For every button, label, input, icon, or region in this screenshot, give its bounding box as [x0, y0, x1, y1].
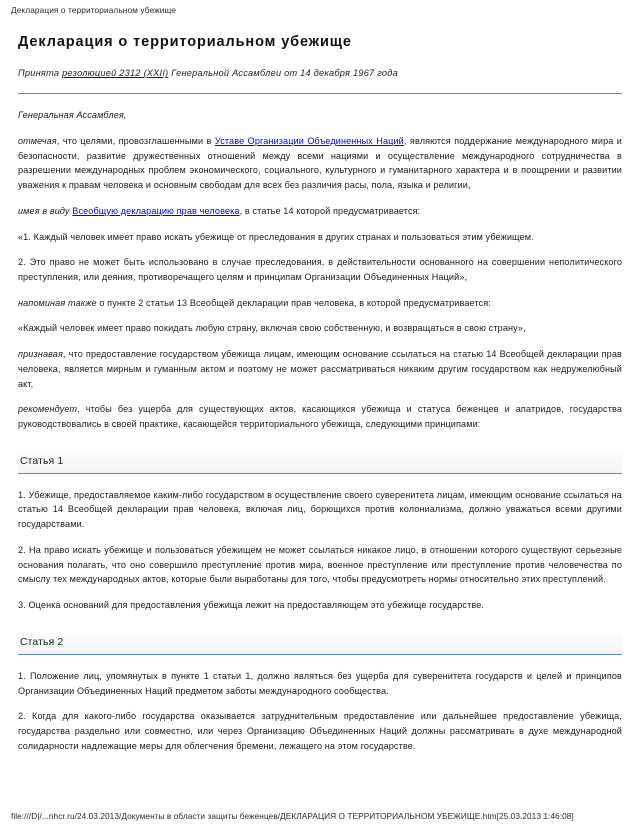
document-page: [18, 34, 622, 764]
preamble-paragraph-5: [18, 402, 622, 431]
preamble-lead-word-4: признавая: [18, 349, 63, 360]
preamble-lead-word-3: напоминая также: [18, 297, 97, 308]
preamble-lead-word-5: рекомендует: [18, 404, 78, 415]
article2-paragraph-1: 1. Положение лиц, упомянутых в пункте 1 статьи 1, должно являться без ущерба для суверенитета государств и целей и принципов Организации Объединенных Наций предметом заботы международного сообщества.: [18, 670, 622, 696]
document-adoption-note: [18, 67, 622, 80]
article-heading-2: Статья 2: [18, 633, 622, 655]
preamble-paragraph-3: [18, 296, 622, 311]
resolution-link[interactable]: резолюцией 2312 (XXII): [62, 68, 169, 79]
preamble-text-5: , чтобы без ущерба для существующих актов, касающихся убежища и статуса беженцев и апатридов, государства руководствовались в своей практике, касающейся территориального убежища, следующими принципами:: [18, 404, 622, 430]
preamble-paragraph-1: [18, 134, 622, 193]
preamble-lead-word-1: отмечая: [18, 135, 57, 146]
preamble-quote-article14-2: 2. Это право не может быть использовано в случае преследования, в действительности основанного на совершении неполитического преступления, или деяния, противоречащего целям и принципам Организации Объединенных Наций»,: [18, 257, 622, 283]
print-header-title: Декларация о территориальном убежище: [11, 5, 177, 15]
preamble-quote-article13: «Каждый человек имеет право покидать любую страну, включая свою собственную, и возвращаться в свою страну»,: [18, 323, 526, 334]
article1-paragraph-3: 3. Оценка оснований для предоставления убежища лежит на предоставляющем это убежище государстве.: [18, 600, 485, 611]
article1-paragraph-2: 2. На право искать убежище и пользоваться убежищем не может ссылаться никакое лицо, в отношении которого существуют серьезные основания полагать, что оно совершило преступление против мира, военное преступление или преступление против человечества по смыслу тех международных актов, которые были выработаны для того, чтобы предусмотреть нормы относительно этих преступлений.: [18, 544, 622, 585]
article-section-2: [18, 633, 622, 754]
article-body-1: [18, 488, 622, 613]
preamble-lead-word-2: имея в виду: [18, 205, 70, 216]
preamble-paragraph-2: [18, 204, 622, 219]
adoption-prefix: Принята: [18, 68, 63, 79]
article2-paragraph-2: 2. Когда для какого-либо государства оказывается затруднительным предоставление или дальнейшее предоставление убежища, государства раздельно или совместно, или через Организацию Объединенных Наций должны рассматривать в духе международной солидарности надлежащие меры для облегчения бремени, лежащего на этом государстве.: [18, 711, 622, 751]
preamble-quote-article14-1: «1. Каждый человек имеет право искать убежище от преследования в других странах и пользоваться этим убежищем.: [18, 231, 534, 242]
preamble-text-3: о пункте 2 статьи 13 Всеобщей декларации прав человека, в которой предусматривается:: [96, 297, 491, 308]
preamble-text-4: , что предоставление государством убежища лицам, имеющим основание ссылаться на статью 14 Всеобщей декларации прав человека, является мирным и гуманным актом и поэтому не может рассматриваться никаким другим государством как недружелюбный акт,: [18, 349, 622, 389]
article1-paragraph-1: 1. Убежище, предоставляемое каким-либо государством в осуществление своего суверенитета лицам, имеющим основание ссылаться на статью 14 Всеобщей декларации прав человека, включая лиц, борющихся против колониализма, должно уважаться всеми другими государствами.: [18, 489, 622, 530]
un-charter-link[interactable]: Уставе Организации Объединенных Наций: [214, 135, 404, 146]
preamble-opening: Генеральная Ассамблея,: [18, 110, 127, 121]
preamble-text-2b: , в статье 14 которой предусматривается:: [239, 205, 421, 216]
print-footer-path: file:///D|/...nhcr.ru/24.03.2013/Документы в области защиты беженцев/ДЕКЛАРАЦИЯ О ТЕРРИТОРИАЛЬНОМ УБЕЖИЩЕ.htm[25.03.2013 1:46:08]: [11, 811, 574, 821]
adoption-suffix: Генеральной Ассамблеи от 14 декабря 1967 года: [168, 68, 398, 79]
preamble-paragraph-4: [18, 347, 622, 391]
article-heading-1: Статья 1: [18, 452, 622, 474]
article-body-2: [18, 669, 622, 754]
udhr-link[interactable]: Всеобщую декларацию прав человека: [72, 205, 240, 216]
preamble-text-1b: , являются поддержание международного мира и безопасности, развитие дружественных отношений между всеми нациями и осуществление международного сотрудничества в разрешении международных проблем экономического, социального, культурного и гуманитарного характера и в поощрении и развитии уважения к правам человека и основным свободам для всех без различия расы, пола, языка и религии,: [18, 135, 623, 191]
title-divider: [18, 93, 622, 94]
preamble-text-1a: , что целями, провозглашенными в: [56, 135, 215, 146]
article-section-1: [18, 452, 622, 613]
page-title: Декларация о территориальном убежище: [18, 34, 352, 50]
preamble-block: [18, 108, 622, 432]
